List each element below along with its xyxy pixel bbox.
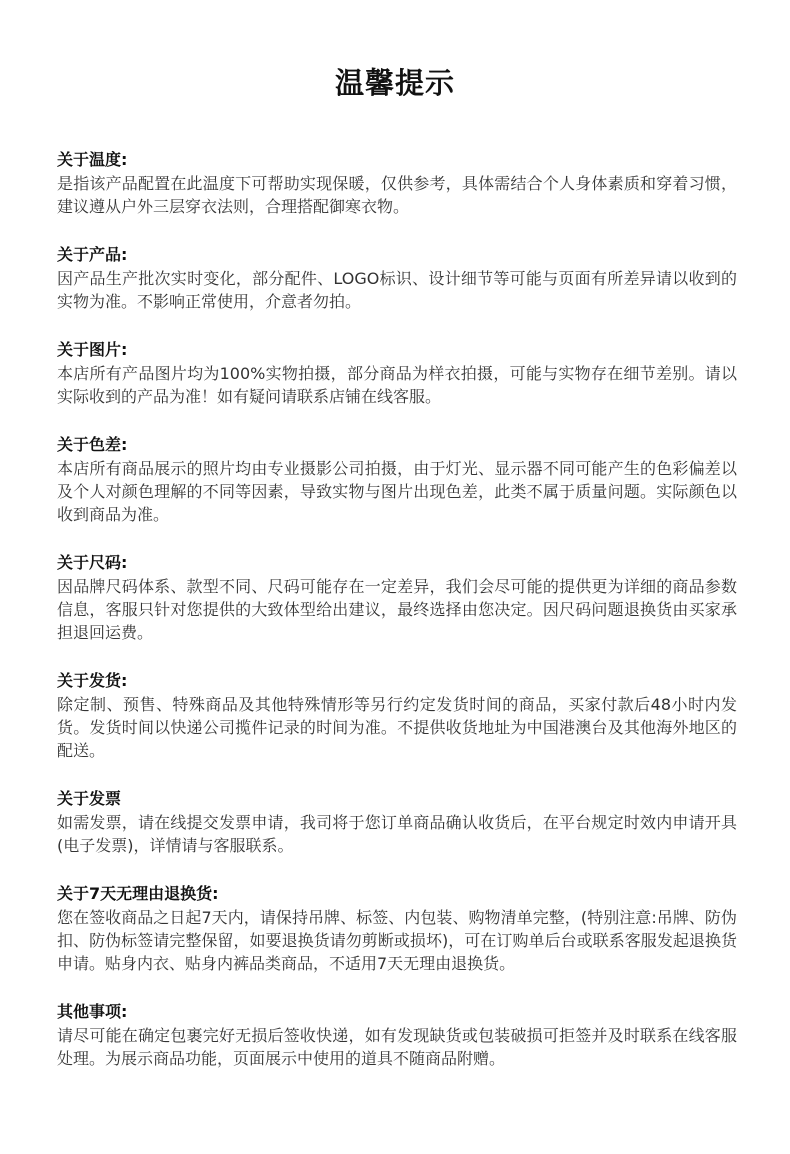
page-title: 温馨提示 <box>334 66 455 100</box>
section-heading: 关于温度: <box>57 150 128 169</box>
section-body: 是指该产品配置在此温度下可帮助实现保暖，仅供参考，具体需结合个人身体素质和穿着习惯，建议遵从户外三层穿衣法则，合理搭配御寒衣物。 <box>57 174 737 216</box>
section-body: 本店所有产品图片均为100%实物拍摄，部分商品为样衣拍摄，可能与实物存在细节差别。请以实际收到的产品为准！如有疑问请联系店铺在线客服。 <box>57 364 737 406</box>
section-body: 因品牌尺码体系、款型不同、尺码可能存在一定差异，我们会尽可能的提供更为详细的商品参数信息，客服只针对您提供的大致体型给出建议，最终选择由您决定。因尺码问题退换货由买家承担退回运费。 <box>57 577 737 642</box>
section-heading: 其他事项: <box>57 1002 128 1021</box>
section-product <box>57 243 737 313</box>
section-heading: 关于发货: <box>57 671 128 690</box>
section-body: 本店所有商品展示的照片均由专业摄影公司拍摄，由于灯光、显示器不同可能产生的色彩偏差以及个人对颜色理解的不同等因素，导致实物与图片出现色差，此类不属于质量问题。实际颜色以收到商品为准。 <box>57 459 737 524</box>
section-heading: 关于尺码: <box>57 553 128 572</box>
section-body: 请尽可能在确定包裹完好无损后签收快递，如有发现缺货或包装破损可拒签并及时联系在线客服处理。为展示商品功能，页面展示中使用的道具不随商品附赠。 <box>57 1026 737 1068</box>
section-body: 如需发票，请在线提交发票申请，我司将于您订单商品确认收货后，在平台规定时效内申请开具(电子发票)，详情请与客服联系。 <box>57 813 737 855</box>
section-images <box>57 338 737 408</box>
section-color-difference <box>57 433 737 526</box>
section-heading: 关于色差: <box>57 435 128 454</box>
section-temperature <box>57 148 737 218</box>
section-body: 除定制、预售、特殊商品及其他特殊情形等另行约定发货时间的商品，买家付款后48小时内发货。发货时间以快递公司揽件记录的时间为准。不提供收货地址为中国港澳台及其他海外地区的配送。 <box>57 695 737 760</box>
section-size <box>57 551 737 644</box>
section-other <box>57 1000 737 1070</box>
section-invoice <box>57 787 737 857</box>
section-heading: 关于图片: <box>57 340 128 359</box>
section-body: 因产品生产批次实时变化，部分配件、LOGO标识、设计细节等可能与页面有所差异请以收到的实物为准。不影响正常使用，介意者勿拍。 <box>57 269 737 311</box>
section-heading: 关于7天无理由退换货: <box>57 884 219 903</box>
section-heading: 关于产品: <box>57 245 128 264</box>
section-returns <box>57 882 737 975</box>
notice-sections <box>57 148 737 1095</box>
section-body: 您在签收商品之日起7天内，请保持吊牌、标签、内包装、购物清单完整，(特别注意:吊牌、防伪扣、防伪标签请完整保留，如要退换货请勿剪断或损坏)，可在订购单后台或联系客服发起退换货申请。贴身内衣、贴身内裤品类商品，不适用7天无理由退换货。 <box>57 908 737 973</box>
section-shipping <box>57 669 737 762</box>
section-heading: 关于发票 <box>57 789 122 808</box>
